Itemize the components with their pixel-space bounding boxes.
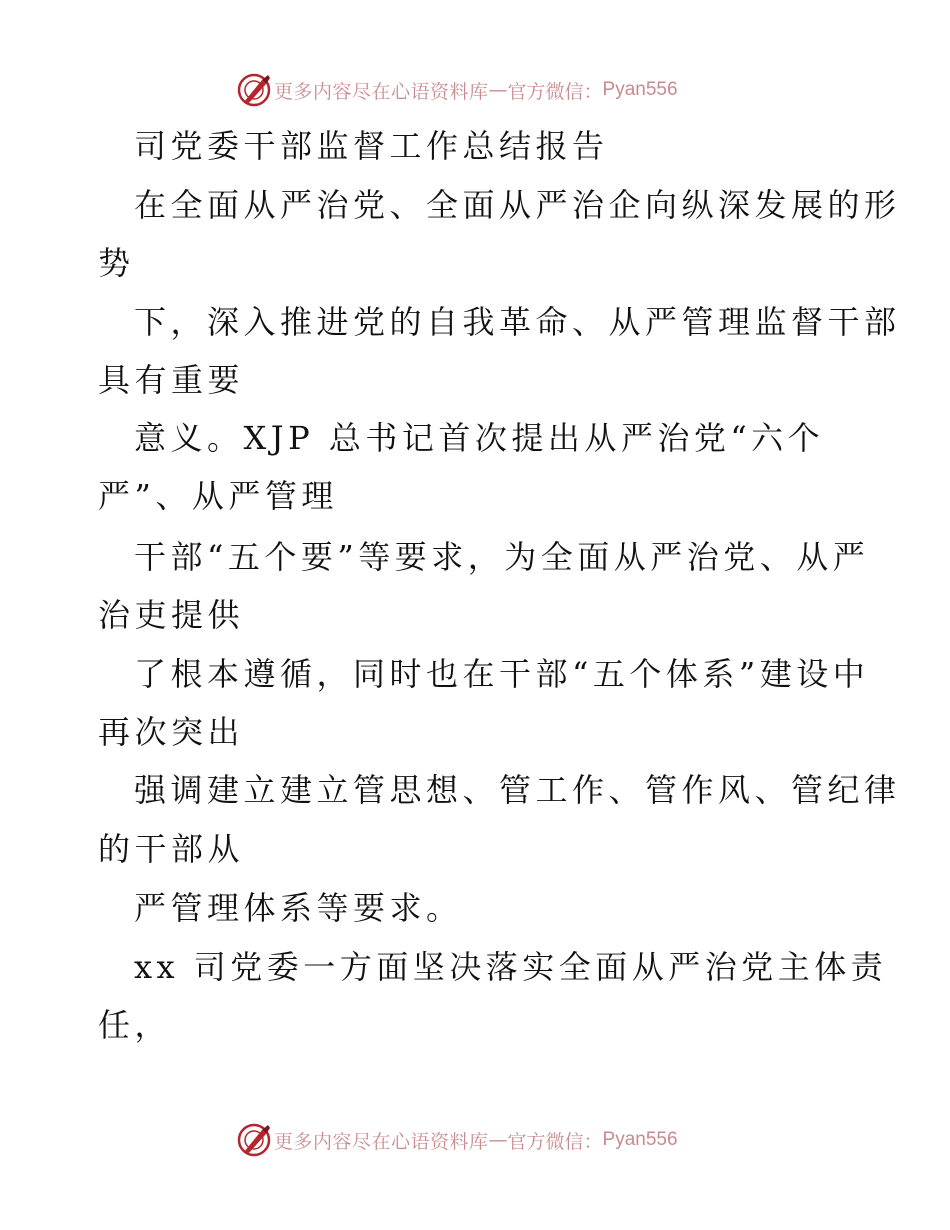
watermark-separator: — (488, 1129, 508, 1151)
text-line: 下，深入推进党的自我革命、从严管理监督干部 (134, 303, 901, 341)
watermark-separator: — (488, 79, 508, 101)
text-line: 势 (98, 244, 135, 282)
text-line: 具有重要 (98, 361, 245, 399)
watermark-footer (236, 1122, 678, 1158)
watermark-site-name: 更多内容尽在心语资料库 (274, 80, 489, 103)
text-line: 了根本遵循，同时也在干部“五个体系”建设中 (134, 655, 870, 693)
watermark-wechat-id: Pyan556 (602, 1129, 678, 1150)
watermark-header (236, 72, 678, 108)
text-line: 干部“五个要”等要求，为全面从严治党、从严 (134, 538, 870, 576)
watermark-wechat-label: 官方微信： (507, 1130, 603, 1153)
text-line: 治吏提供 (98, 596, 245, 634)
pen-logo-icon (236, 1122, 272, 1158)
watermark-wechat-label: 官方微信： (507, 80, 603, 103)
watermark-wechat-id: Pyan556 (602, 79, 678, 100)
text-line: xx 司党委一方面坚决落实全面从严治党主体责 (134, 948, 888, 986)
text-line: 任， (98, 1006, 172, 1044)
text-line: 的干部从 (98, 830, 245, 868)
text-line: 严管理体系等要求。 (134, 889, 463, 927)
text-line: 在全面从严治党、全面从严治企向纵深发展的形 (134, 186, 901, 224)
text-line: 再次突出 (98, 713, 245, 751)
text-line: 严”、从严管理 (98, 477, 338, 515)
text-line: 强调建立建立管思想、管工作、管作风、管纪律 (134, 771, 901, 809)
pen-logo-icon (236, 72, 272, 108)
text-line: 意义。XJP 总书记首次提出从严治党“六个 (134, 419, 825, 457)
document-title: 司党委干部监督工作总结报告 (134, 127, 609, 165)
watermark-site-name: 更多内容尽在心语资料库 (274, 1130, 489, 1153)
